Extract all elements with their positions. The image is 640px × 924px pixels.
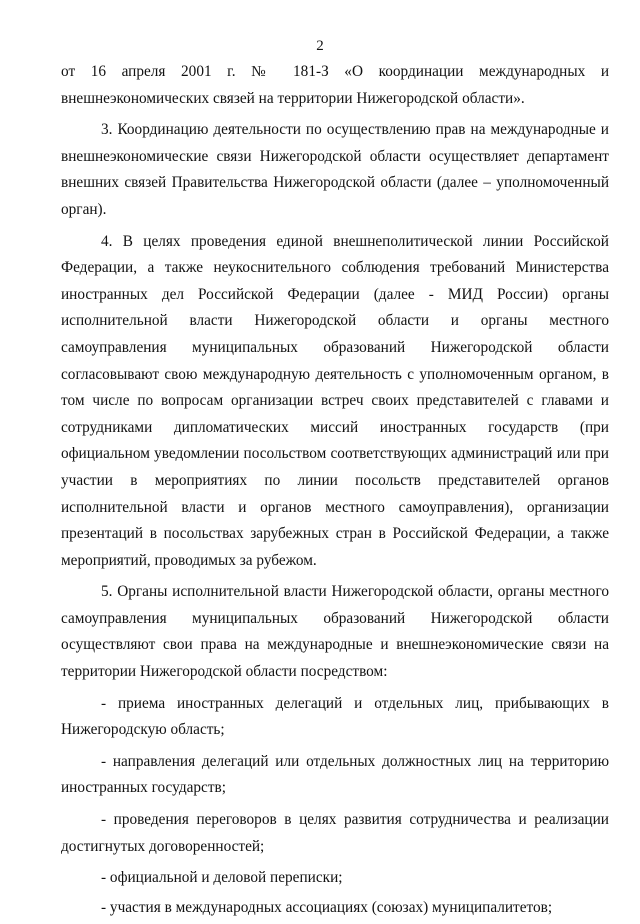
document-body bbox=[61, 59, 609, 924]
paragraph-law-reference: от 16 апреля 2001 г. № 181-З «О координации международных и внешнеэкономических связей на территории Нижегородской области». bbox=[61, 63, 609, 107]
paragraph-3-coordination: 3. Координацию деятельности по осуществлению прав на международные и внешнеэкономические связи Нижегородской области осуществляет департамент внешних связей Правительства Нижегородской области (далее – уполномоченный орган). bbox=[61, 121, 609, 218]
list-item-correspondence: - официальной и деловой переписки; bbox=[101, 869, 343, 887]
list-item-delegations-sending: - направления делегаций или отдельных должностных лиц на территорию иностранных государств; bbox=[61, 752, 609, 797]
paragraph-5-rights: 5. Органы исполнительной власти Нижегородской области, органы местного самоуправления муниципальных образований Нижегородской области осуществляют свои права на международные и внешнеэкономические связи на территории Нижегородской области посредством: bbox=[61, 583, 609, 681]
list-item-delegations-reception: - приема иностранных делегаций и отдельных лиц, прибывающих в Нижегородскую область; bbox=[61, 694, 609, 739]
page-number: 2 bbox=[316, 38, 324, 54]
list-item-associations: - участия в международных ассоциациях (союзах) муниципалитетов; bbox=[101, 898, 553, 916]
list-item-negotiations: - проведения переговоров в целях развития сотрудничества и реализации достигнутых договоренностей; bbox=[61, 811, 609, 855]
paragraph-4-foreign-policy: 4. В целях проведения единой внешнеполитической линии Российской Федерации, а также неукоснительного соблюдения требований Министерства иностранных дел Российской Федерации (далее - МИД России) органы исполнительной власти Нижегородской области и органы местного самоуправления муниципальных образований Нижегородской области согласовывают свою международную деятельность с уполномоченным органом, в том числе по вопросам организации встреч своих представителей с главами и сотрудниками дипломатических миссий иностранных государств (при официальном уведомлении посольством соответствующих администраций или при участии в мероприятиях по линии посольств представителей органов исполнительной власти и органов местного самоуправления), организации презентаций в посольствах зарубежных стран в Российской Федерации, а также мероприятий, проводимых за рубежом. bbox=[61, 232, 609, 569]
